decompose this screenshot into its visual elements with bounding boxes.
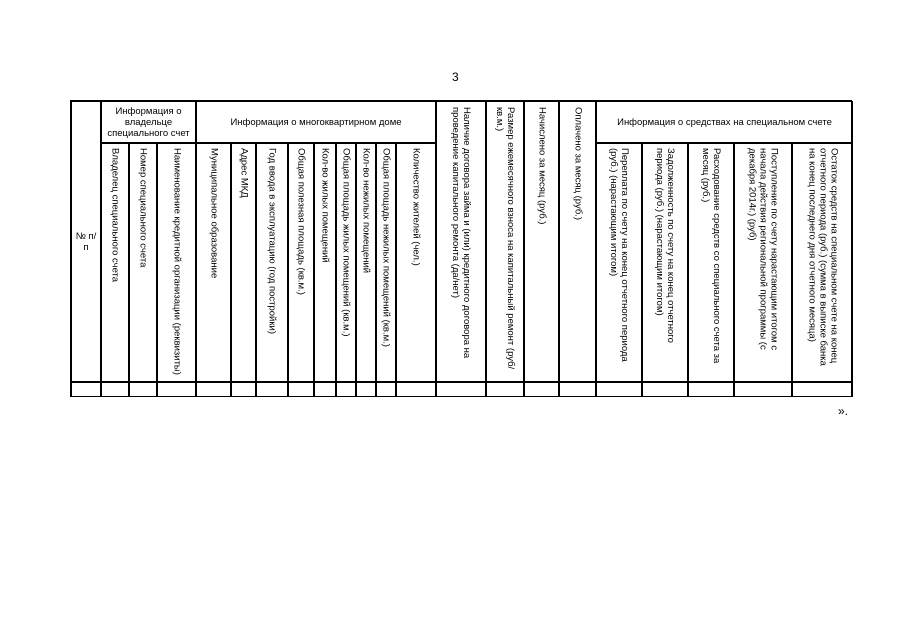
data-cell: [734, 382, 792, 397]
column-residents-count: Количество жителей (чел.): [396, 143, 436, 382]
data-cell: [196, 382, 231, 397]
data-cell: [256, 382, 288, 397]
column-nonresidential-area: Общая площадь нежилых помещений (кв.м.): [376, 143, 396, 382]
data-cell: [596, 382, 642, 397]
column-loan-agreement: Наличие договора займа и (или) кредитного договора на проведение капитального ремонта (да/нет): [436, 101, 486, 382]
column-address: Адрес МКД: [231, 143, 256, 382]
data-cell: [71, 382, 101, 397]
data-cell: [559, 382, 596, 397]
column-nonresidential-count: Кол-во нежилых помещений: [356, 143, 376, 382]
column-spending: Расходование средств со специального счета за месяц (руб.): [688, 143, 734, 382]
data-cell: [157, 382, 196, 397]
data-cell: [486, 382, 524, 397]
column-owner: Владелец специального счета: [101, 143, 129, 382]
column-residential-area: Общая площадь жилых помещений (кв.м.): [336, 143, 356, 382]
column-bank-name: Наименование кредитной организации (реквизиты): [157, 143, 196, 382]
column-paid: Оплачено за месяц (руб.): [559, 101, 596, 382]
closing-quote-mark: ».: [838, 404, 849, 418]
data-cell: [101, 382, 129, 397]
header-owner-group: Информация о владельце специального счет: [101, 101, 196, 143]
data-cell: [356, 382, 376, 397]
data-cell: [129, 382, 157, 397]
column-municipality: Муниципальное образование: [196, 143, 231, 382]
data-cell: [396, 382, 436, 397]
data-cell: [642, 382, 688, 397]
column-total-area: Общая полезная площадь (кв.м.): [288, 143, 314, 382]
data-cell: [288, 382, 314, 397]
column-monthly-fee: Размер ежемесячного взноса на капитальный ремонт (руб/кв.м.): [486, 101, 524, 382]
column-balance: Остаток средств на специальном счете на конец отчетного периода (руб.) (сумма в выписке банка на конец последнего дня отчетного месяца): [792, 143, 853, 382]
header-house-group: Информация о многоквартирном доме: [196, 101, 436, 143]
column-receipts: Поступление по счету нарастающим итогом с начала действия региональной программы (с декабря 2014г.) (руб): [734, 143, 792, 382]
data-cell: [231, 382, 256, 397]
data-cell: [376, 382, 396, 397]
column-debt: Задолженность по счету на конец отчетного периода (руб.) (нарастающим итогом): [642, 143, 688, 382]
header-funds-group: Информация о средствах на специальном счете: [596, 101, 853, 143]
header-row-number: № п/п: [71, 101, 101, 382]
page-number: 3: [452, 70, 459, 84]
column-charged: Начислено за месяц (руб.): [524, 101, 559, 382]
data-cell: [792, 382, 853, 397]
column-build-year: Год ввода в эксплуатацию (год постройки): [256, 143, 288, 382]
data-cell: [524, 382, 559, 397]
data-cell: [688, 382, 734, 397]
data-cell: [436, 382, 486, 397]
data-cell: [314, 382, 336, 397]
column-residential-count: Кол-во жилых помещений: [314, 143, 336, 382]
data-cell: [336, 382, 356, 397]
column-overpayment: Переплата по счету на конец отчетного периода (руб.) (нарастающим итогом): [596, 143, 642, 382]
special-account-report-table: [70, 100, 852, 397]
column-account-number: Номер специального счета: [129, 143, 157, 382]
